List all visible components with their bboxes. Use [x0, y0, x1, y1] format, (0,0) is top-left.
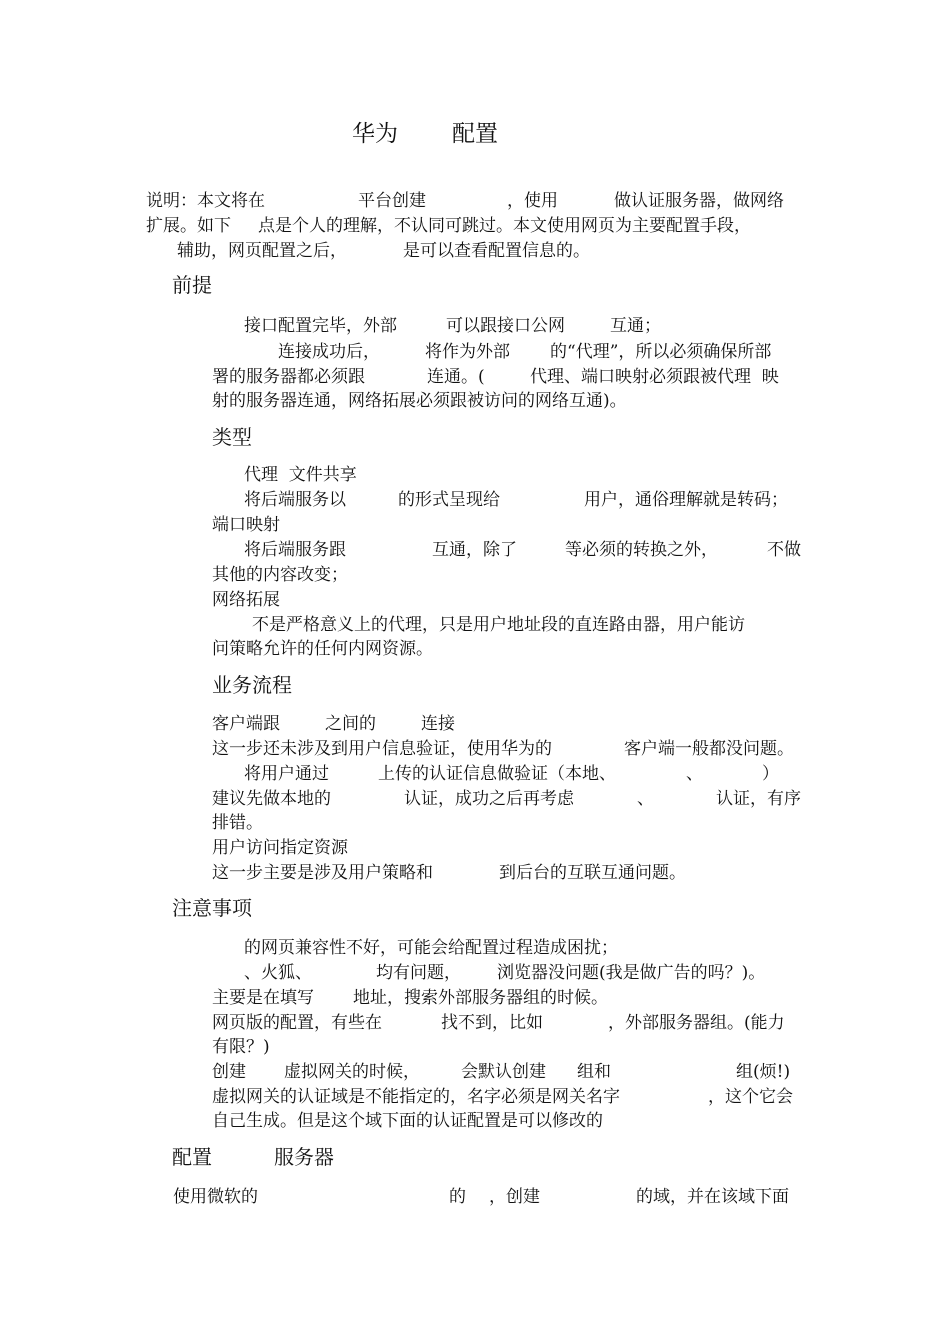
premise-text: 射的服务器连通，网络拓展必须跟被访问的网络互通)。	[212, 391, 627, 411]
flow-desc: 认证，有序	[716, 789, 801, 809]
intro-text: 扩展。如下 点是个人的理解，不认同可跳过。本文使用网页为主要配置手段，	[146, 216, 752, 236]
intro-text: 平台创建	[358, 191, 426, 211]
intro-text: 辅助，网页配置之后，	[177, 241, 347, 261]
note-text: 组和	[577, 1062, 611, 1082]
premise-text: 署的服务器都必须跟	[212, 367, 365, 387]
type-desc: 互通，除了	[432, 540, 517, 560]
config-text: 的	[449, 1187, 466, 1207]
flow-desc: 排错。	[212, 813, 263, 833]
type-label: 代理 文件共享	[244, 465, 357, 485]
note-text: 浏览器没问题(我是做广告的吗？)。	[497, 963, 766, 983]
note-text: 地址，搜索外部服务器组的时候。	[353, 988, 608, 1008]
flow-step: 用户访问指定资源	[212, 838, 348, 858]
section-heading: 服务器	[274, 1145, 334, 1169]
note-text: 均有问题，	[376, 963, 461, 983]
type-desc: 等必须的转换之外，	[565, 540, 718, 560]
flow-step: 连接	[421, 714, 455, 734]
section-heading: 注意事项	[172, 896, 252, 920]
page-title-right: 配置	[452, 121, 498, 147]
flow-step: 之间的	[325, 714, 376, 734]
flow-desc: 认证，成功之后再考虑	[404, 789, 574, 809]
flow-desc: 这一步主要是涉及用户策略和	[212, 863, 433, 883]
note-text: 有限？)	[212, 1037, 270, 1057]
type-label: 网络拓展	[212, 590, 280, 610]
note-text: 自己生成。但是这个域下面的认证配置是可以修改的	[212, 1111, 603, 1131]
config-text: 的域，并在该域下面	[636, 1187, 789, 1207]
section-heading: 配置	[172, 1145, 212, 1169]
intro-text: 说明：本文将在	[146, 191, 265, 211]
note-text: 虚拟网关的时候，	[284, 1062, 420, 1082]
config-text: ，创建	[489, 1187, 540, 1207]
premise-text: 接口配置完毕，外部	[244, 316, 397, 336]
note-text: 、火狐、	[244, 963, 312, 983]
type-desc: 将后端服务跟	[244, 540, 346, 560]
note-text: 创建	[212, 1062, 246, 1082]
premise-text: 代理、端口映射必须跟被代理 映	[530, 367, 779, 387]
premise-text: 连接成功后，	[278, 342, 380, 362]
type-label: 端口映射	[212, 515, 280, 535]
type-desc: 不做	[767, 540, 801, 560]
intro-text: ，使用	[507, 191, 558, 211]
intro-text: 是可以查看配置信息的。	[403, 241, 590, 261]
note-text: 会默认创建	[461, 1062, 546, 1082]
type-desc: 其他的内容改变；	[212, 565, 348, 585]
flow-step: 客户端跟	[212, 714, 280, 734]
type-desc: 的形式呈现给	[398, 490, 500, 510]
section-heading: 类型	[212, 425, 252, 449]
type-desc: 问策略允许的任何内网资源。	[212, 639, 433, 659]
flow-desc: 这一步还未涉及到用户信息验证，使用华为的	[212, 739, 552, 759]
note-text: 主要是在填写	[212, 988, 314, 1008]
flow-desc: 到后台的互联互通问题。	[499, 863, 686, 883]
type-desc: 将后端服务以	[244, 490, 346, 510]
premise-text: 将作为外部	[425, 342, 510, 362]
note-text: 虚拟网关的认证域是不能指定的，名字必须是网关名字	[212, 1087, 620, 1107]
note-text: 组(烦!)	[736, 1062, 791, 1082]
config-text: 使用微软的	[173, 1187, 258, 1207]
intro-text: 做认证服务器，做网络	[614, 191, 784, 211]
premise-text: 的“代理”，所以必须确保所部	[550, 342, 772, 362]
type-desc: 用户，通俗理解就是转码；	[584, 490, 788, 510]
flow-desc: 客户端一般都没问题。	[624, 739, 794, 759]
note-text: ，外部服务器组。(能力	[608, 1013, 785, 1033]
note-text: 的网页兼容性不好，可能会给配置过程造成困扰；	[244, 938, 618, 958]
section-heading: 业务流程	[212, 673, 292, 697]
type-desc: 不是严格意义上的代理，只是用户地址段的直连路由器，用户能访	[252, 615, 745, 635]
premise-text: 互通；	[610, 316, 661, 336]
flow-desc: 建议先做本地的	[212, 789, 331, 809]
section-heading: 前提	[172, 273, 212, 297]
note-text: 找不到，比如	[441, 1013, 543, 1033]
note-text: 网页版的配置，有些在	[212, 1013, 382, 1033]
flow-step: ）	[762, 764, 779, 784]
premise-text: 连通。(	[427, 367, 485, 387]
page-title-left: 华为	[352, 121, 398, 147]
flow-step: 将用户通过	[244, 764, 329, 784]
note-text: ，这个它会	[708, 1087, 793, 1107]
flow-step: 、	[686, 764, 703, 784]
premise-text: 可以跟接口公网	[446, 316, 565, 336]
flow-desc: 、	[637, 789, 654, 809]
flow-step: 上传的认证信息做验证（本地、	[378, 764, 616, 784]
